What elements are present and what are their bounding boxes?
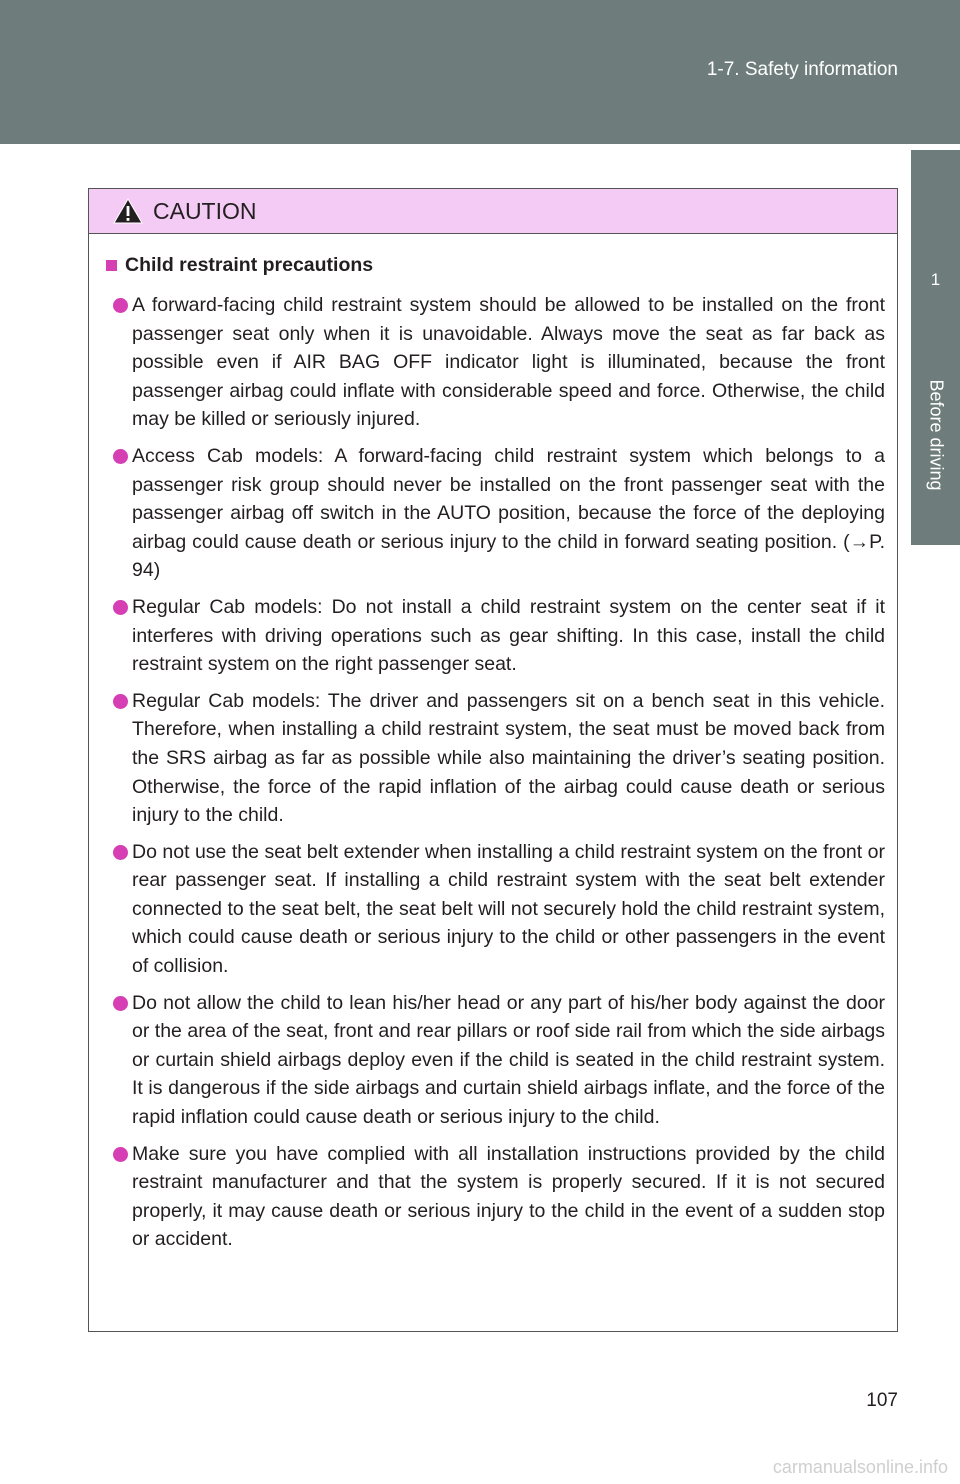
dot-bullet-icon <box>113 845 128 860</box>
dot-bullet-icon <box>113 298 128 313</box>
section-title: 1-7. Safety information <box>706 59 898 80</box>
dot-bullet-icon <box>113 694 128 709</box>
subheading-text: Child restraint precautions <box>125 254 374 276</box>
bullet-text: Do not use the seat belt extender when installing a child restraint system on the front or rear passenger seat. If installing a child restraint system with the seat belt extender connected to the seat belt, the seat belt will not securely hold the child restraint system, which could cause death or serious injury to the child or other passengers in the event of collision. <box>132 840 885 978</box>
bullet-item <box>106 989 885 1132</box>
caution-box <box>88 188 898 1332</box>
bullet-text: Do not allow the child to lean his/her head or any part of his/her body against the door or the area of the seat, front and rear pillars or roof side rail from which the side airbags or curtain shield airbags deploy even if the child is seated in the child restraint system. It is dangerous if the side airbags and curtain shield airbags inflate, and the force of the rapid inflation could cause death or serious injury to the child. <box>132 991 885 1129</box>
bullet-item <box>106 838 885 981</box>
page-number: 107 <box>866 1390 898 1411</box>
dot-bullet-icon <box>113 449 128 464</box>
watermark: carmanualsonline.info <box>772 1457 948 1477</box>
caution-body <box>89 234 897 1254</box>
warning-triangle-icon <box>113 198 143 224</box>
bullet-item <box>106 687 885 830</box>
bullet-item <box>106 1140 885 1254</box>
caution-header <box>89 189 897 234</box>
bullet-text: Regular Cab models: The driver and passengers sit on a bench seat in this vehicle. Therefore, when installing a child restraint system, the seat must be moved back from the SRS airbag as far as possible while also maintaining the driver’s seating position. Otherwise, the force of the rapid inflation of the airbag could cause death or serious injury to the child. <box>132 689 885 827</box>
bullet-item <box>106 291 885 434</box>
side-tab-number: 1 <box>930 270 941 289</box>
caution-title: CAUTION <box>153 197 257 224</box>
square-bullet-icon <box>106 260 117 271</box>
side-tab-label: Before driving <box>926 379 947 491</box>
subheading <box>106 250 885 280</box>
dot-bullet-icon <box>113 600 128 615</box>
dot-bullet-icon <box>113 996 128 1011</box>
bullet-text: Access Cab models: A forward-facing child restraint system which belongs to a passenger risk group should never be installed on the front passenger seat with the passenger airbag off switch in the AUTO position, because the force of the deploying airbag could cause death or serious injury to the child in forward seating position. (→P. 94) <box>132 444 885 582</box>
bullet-text: Regular Cab models: Do not install a child restraint system on the center seat if it interferes with driving operations such as gear shifting. In this case, install the child restraint system on the right passenger seat. <box>132 595 885 676</box>
bullet-text: Make sure you have complied with all installation instructions provided by the child restraint manufacturer and that the system is properly secured. If it is not secured properly, it may cause death or serious injury to the child in the event of a sudden stop or accident. <box>132 1142 885 1251</box>
bullet-item <box>106 442 885 585</box>
dot-bullet-icon <box>113 1147 128 1162</box>
bullet-text: A forward-facing child restraint system should be allowed to be installed on the front passenger seat only when it is unavoidable. Always move the seat as far back as possible even if AIR BAG OFF indicator light is illuminated, because the front passenger airbag could inflate with considerable speed and force. Otherwise, the child may be killed or seriously injured. <box>132 294 885 431</box>
bullet-item <box>106 593 885 679</box>
